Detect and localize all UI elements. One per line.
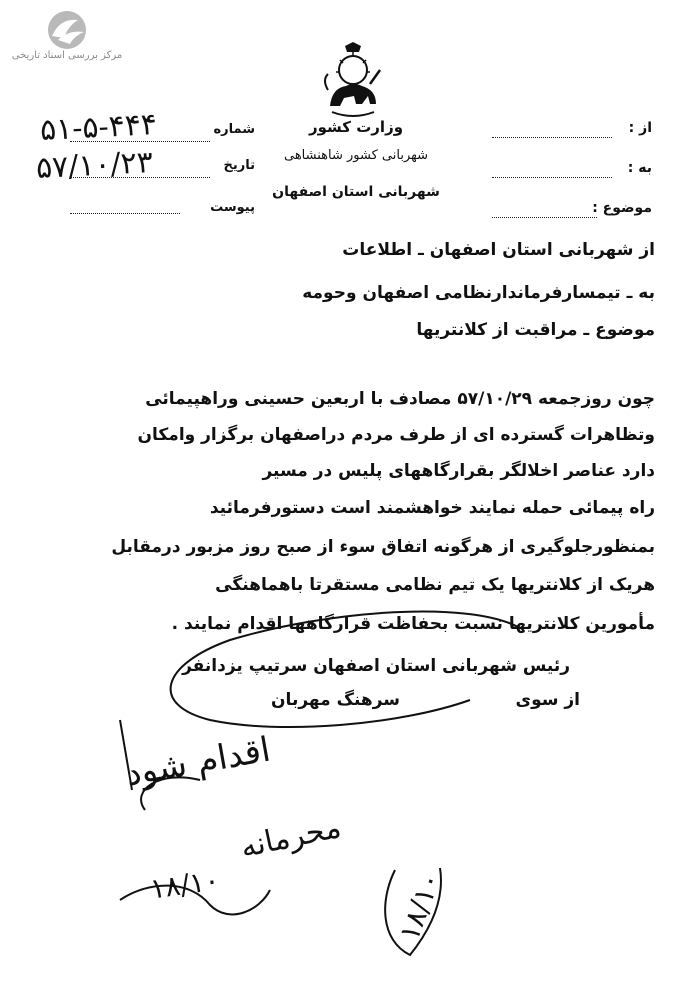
handwritten-initials: ۱۸/۱۰: [392, 868, 448, 945]
body-line-5: بمنظورجلوگیری از هرگونه اتفاق سوء از صبح روز مزبور درمقابل: [111, 537, 655, 557]
from-label: از :: [628, 120, 652, 136]
date-label: تاریخ: [223, 158, 255, 173]
on-behalf-label: از سوی: [515, 690, 580, 710]
body-line-1: چون روزجمعه ۵۷/۱۰/۲۹ مصادف با اربعین حسینی وراهپیمائی: [145, 389, 655, 409]
to-field-line: [492, 176, 612, 178]
number-label: شماره: [213, 122, 255, 137]
from-field-line: [492, 136, 612, 138]
body-line-3: دارد عناصر اخلالگر بقرارگاههای پلیس در مسیر: [262, 461, 655, 481]
handwritten-annotation: اقدام شود: [122, 729, 274, 795]
handwritten-date: ۵۷/۱۰/۲۳: [35, 144, 154, 187]
subject-line: موضوع ـ مراقبت از کلانتریها: [416, 320, 655, 340]
handwritten-note: ۱۸/۱۰: [148, 863, 222, 906]
body-line-4: راه پیمائی حمله نمایند خواهشمند است دستورفرمائید: [209, 498, 655, 518]
from-line: از شهربانی استان اصفهان ـ اطلاعات: [342, 240, 655, 260]
on-behalf-name: سرهنگ مهربان: [271, 690, 400, 710]
police-province-title: شهربانی استان اصفهان: [272, 184, 440, 200]
signature-title: رئیس شهربانی استان اصفهان سرتیپ یزدانفر: [182, 656, 570, 676]
police-country-title: شهربانی کشور شاهنشاهی: [283, 148, 428, 163]
archive-logo-icon: [38, 8, 96, 52]
to-line: به ـ تیمسارفرماندارنظامی اصفهان وحومه: [302, 283, 655, 303]
to-label: به :: [627, 160, 652, 176]
attachment-label: پیوست: [210, 200, 255, 215]
attachment-field-line: [70, 212, 180, 214]
subject-label: موضوع :: [592, 200, 652, 216]
ministry-title: وزارت کشور: [308, 118, 404, 136]
handwritten-classification: محرمانه: [237, 809, 345, 866]
watermark-text: مرکز بررسی اسناد تاریخی: [11, 50, 123, 61]
handwritten-number: ۵۱-۵-۴۴۴: [39, 106, 158, 149]
body-line-6: هریک از کلانتریها یک تیم نظامی مستقرتا باهماهنگی: [215, 575, 655, 595]
body-line-7: مأمورین کلانتریها نسبت بحفاظت قرارگاهها اقدام نمایند .: [171, 614, 655, 634]
lion-and-sun-emblem-icon: [318, 40, 388, 120]
subject-field-line: [492, 216, 597, 218]
body-line-2: وتظاهرات گسترده ای از طرف مردم دراصفهان برگزار وامکان: [137, 425, 655, 445]
